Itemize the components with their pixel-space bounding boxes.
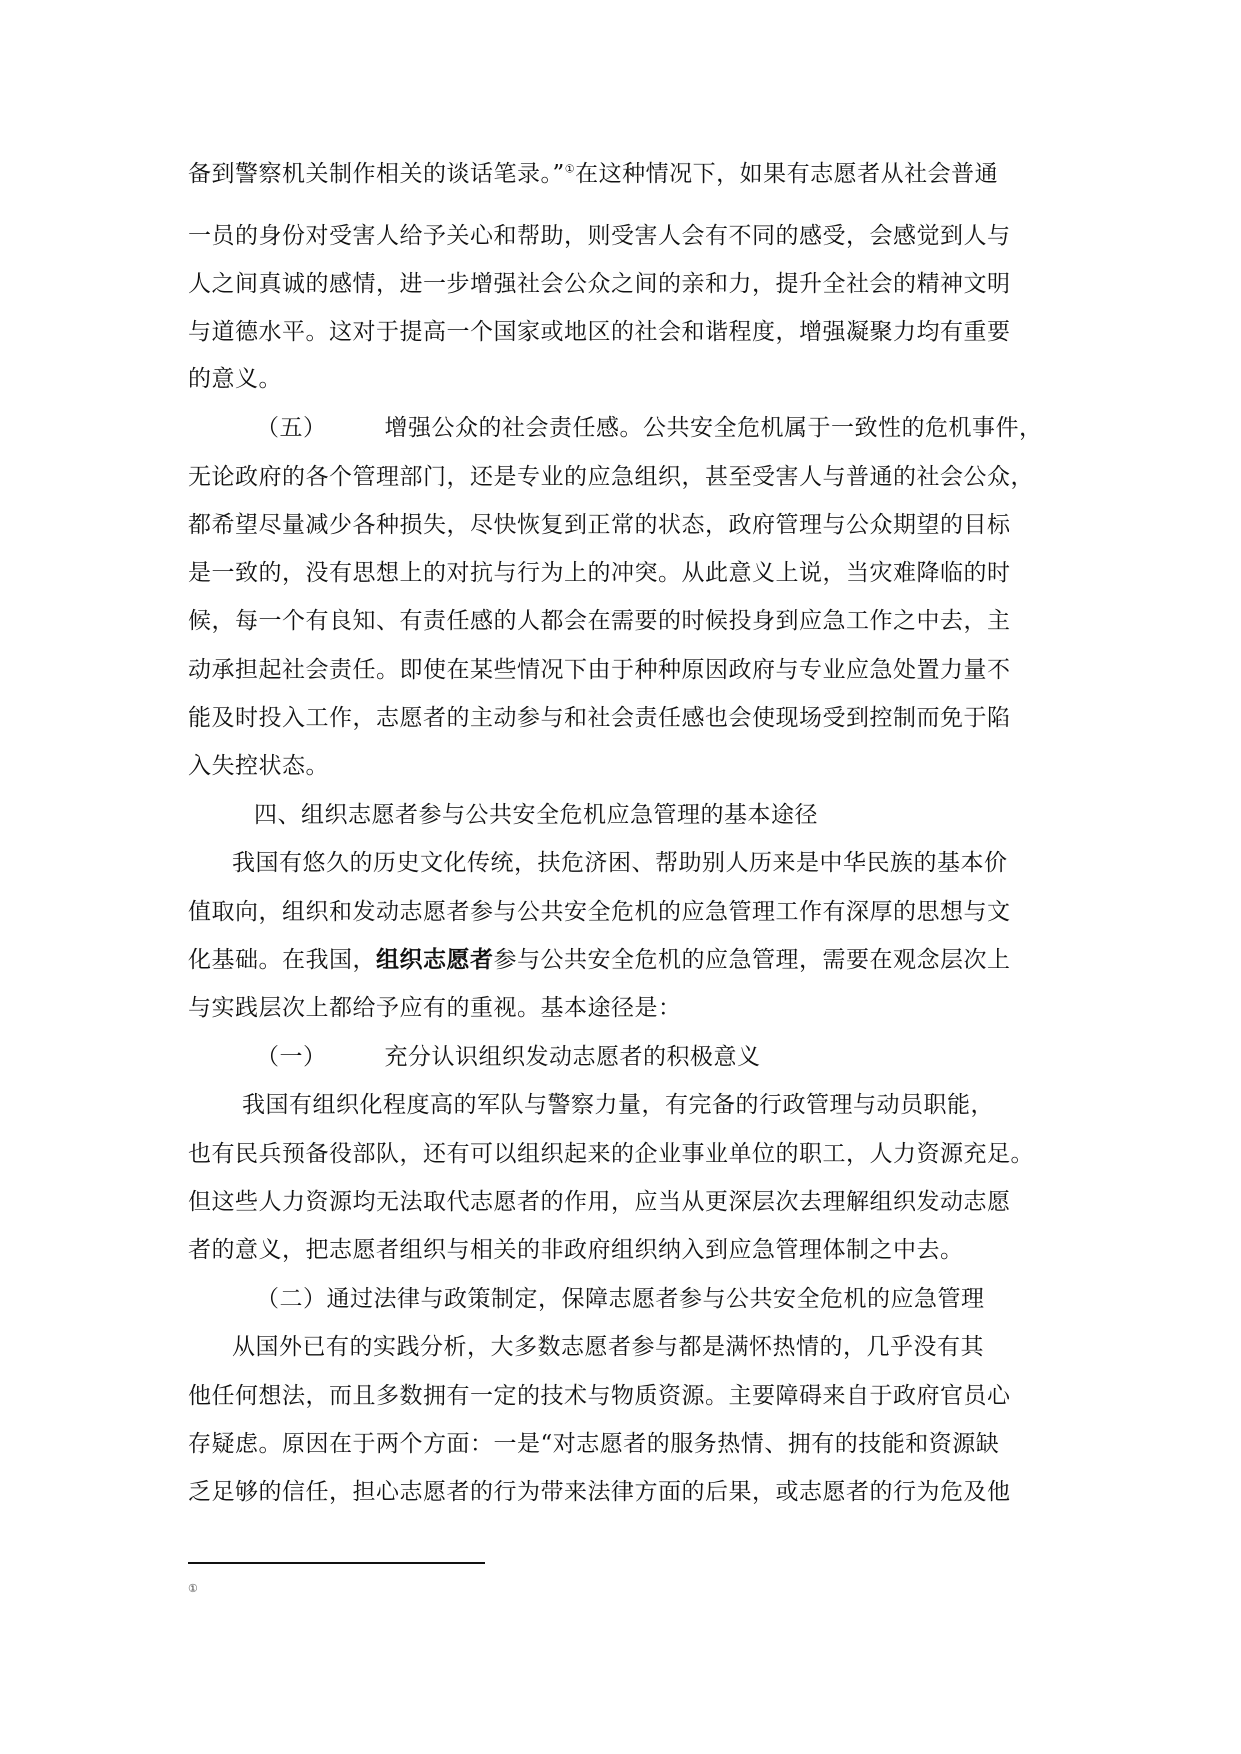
body-line: 我国有悠久的历史文化传统，扶危济困、帮助别人历来是中华民族的基本价 [232, 850, 1008, 876]
subsection-title: 充分认识组织发动志愿者的积极意义 [384, 1044, 761, 1070]
body-line: 的意义。 [188, 366, 282, 392]
body-line [188, 944, 1058, 976]
section-heading-line [256, 412, 1058, 444]
body-line: 入失控状态。 [188, 753, 329, 779]
body-line: 也有民兵预备役部队，还有可以组织起来的企业事业单位的职工，人力资源充足。 [188, 1141, 1034, 1167]
body-line: 人之间真诚的感情，进一步增强社会公众之间的亲和力，提升全社会的精神文明 [188, 271, 1011, 297]
subsection-number: （一） [256, 1044, 327, 1070]
body-line: 存疑虑。原因在于两个方面：一是“对志愿者的服务热情、拥有的技能和资源缺 [188, 1431, 1000, 1457]
footnote-reference[interactable]: ① [564, 162, 576, 176]
body-line: 我国有组织化程度高的军队与警察力量，有完备的行政管理与动员职能， [242, 1092, 994, 1118]
body-line: 但这些人力资源均无法取代志愿者的作用，应当从更深层次去理解组织发动志愿 [188, 1189, 1011, 1215]
bold-text-segment: 组织志愿者 [376, 946, 494, 973]
body-line: 都希望尽量减少各种损失，尽快恢复到正常的状态，政府管理与公众期望的目标 [188, 512, 1011, 538]
subsection-heading [256, 1041, 1058, 1073]
section-text: 增强公众的社会责任感。公共安全危机属于一致性的危机事件， [384, 415, 1043, 441]
body-line: 者的意义，把志愿者组织与相关的非政府组织纳入到应急管理体制之中去。 [188, 1237, 964, 1263]
body-line: 与道德水平。这对于提高一个国家或地区的社会和谐程度，增强凝聚力均有重要 [188, 319, 1011, 345]
subsection-heading: （二）通过法律与政策制定，保障志愿者参与公共安全危机的应急管理 [256, 1286, 985, 1312]
footnote-marker: ① [188, 1582, 198, 1595]
section-heading: 四、组织志愿者参与公共安全危机应急管理的基本途径 [254, 802, 818, 828]
section-number: （五） [256, 415, 327, 441]
body-line: 从国外已有的实践分析，大多数志愿者参与都是满怀热情的，几乎没有其 [232, 1334, 984, 1360]
text-segment: 在这种情况下，如果有志愿者从社会普通 [575, 161, 999, 187]
body-line: 能及时投入工作，志愿者的主动参与和社会责任感也会使现场受到控制而免于陷 [188, 705, 1011, 731]
body-line: 他任何想法，而且多数拥有一定的技术与物质资源。主要障碍来自于政府官员心 [188, 1383, 1011, 1409]
body-line: 候，每一个有良知、有责任感的人都会在需要的时候投身到应急工作之中去，主 [188, 608, 1011, 634]
footnote-divider [188, 1562, 485, 1564]
body-line: 是一致的，没有思想上的对抗与行为上的冲突。从此意义上说，当灾难降临的时 [188, 560, 1011, 586]
text-segment: 参与公共安全危机的应急管理，需要在观念层次上 [493, 947, 1011, 973]
body-line: 乏足够的信任，担心志愿者的行为带来法律方面的后果，或志愿者的行为危及他 [188, 1479, 1011, 1505]
body-line: 一员的身份对受害人给予关心和帮助，则受害人会有不同的感受，会感觉到人与 [188, 223, 1011, 249]
body-line: 与实践层次上都给予应有的重视。基本途径是： [188, 995, 682, 1021]
text-segment: 化基础。在我国， [188, 947, 376, 973]
body-line [188, 158, 1058, 190]
text-segment: 备到警察机关制作相关的谈话笔录。” [188, 161, 565, 187]
body-line: 值取向，组织和发动志愿者参与公共安全危机的应急管理工作有深厚的思想与文 [188, 899, 1011, 925]
body-line: 动承担起社会责任。即使在某些情况下由于种种原因政府与专业应急处置力量不 [188, 657, 1011, 683]
body-line: 无论政府的各个管理部门，还是专业的应急组织，甚至受害人与普通的社会公众， [188, 464, 1034, 490]
